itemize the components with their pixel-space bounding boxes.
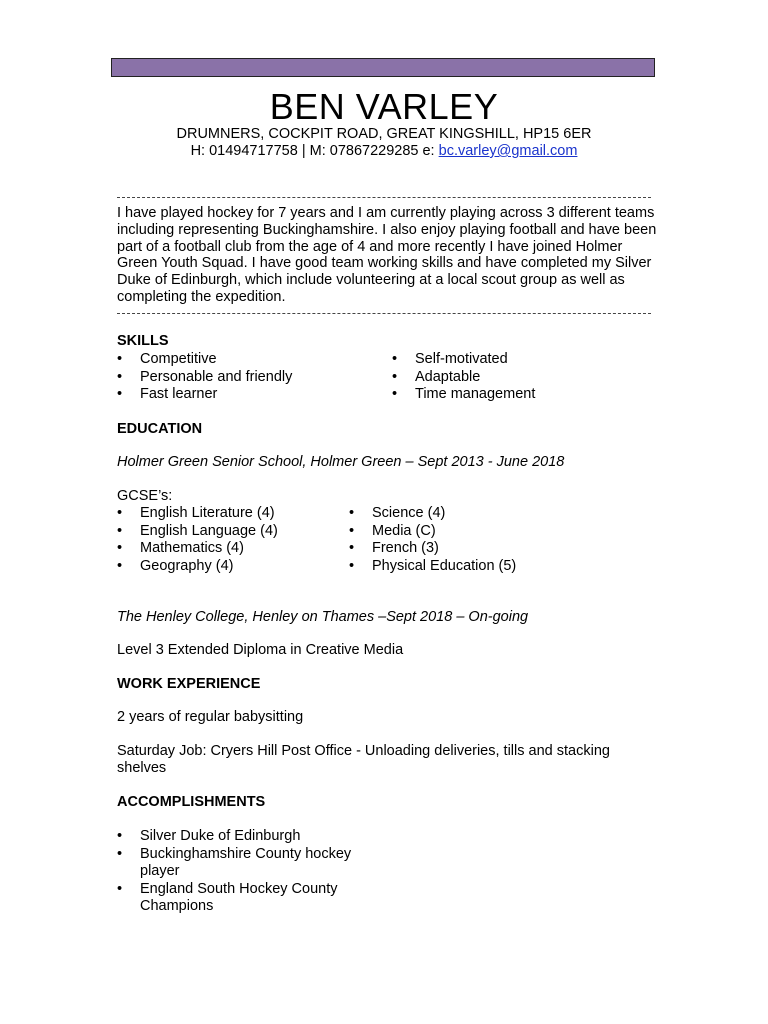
gcse-item: • Science (4) bbox=[349, 505, 516, 523]
skill-item: • Time management bbox=[392, 386, 535, 404]
phone-numbers: H: 01494717758 | M: 07867229285 e: bbox=[190, 143, 439, 159]
skills-heading: SKILLS bbox=[117, 333, 169, 349]
header-accent-bar bbox=[111, 58, 655, 77]
gcse-item: • Physical Education (5) bbox=[349, 558, 516, 576]
education-heading: EDUCATION bbox=[117, 421, 203, 437]
email-link[interactable]: bc.varley@gmail.com bbox=[438, 143, 578, 159]
skill-item: • Competitive bbox=[117, 351, 292, 369]
address-line: DRUMNERS, COCKPIT ROAD, GREAT KINGSHILL, HP15 6ER bbox=[176, 126, 592, 142]
gcse-item: • English Language (4) bbox=[117, 523, 278, 541]
skill-item: • Adaptable bbox=[392, 369, 535, 387]
gcse-list-left bbox=[117, 505, 278, 575]
accomplishment-item: • England South Hockey County Champions bbox=[117, 881, 377, 916]
college-line: The Henley College, Henley on Thames –Sept 2018 – On-going bbox=[117, 609, 529, 625]
accomplishments-list bbox=[117, 828, 377, 916]
gcse-item: • English Literature (4) bbox=[117, 505, 278, 523]
summary-divider-bottom bbox=[117, 313, 651, 314]
personal-summary: I have played hockey for 7 years and I am currently playing across 3 different teams including representing Buckinghamshire. I also enjoy playing football and have been part of a football club from the age of 4 and more recently I have joined Holmer Green Youth Squad. I have good team working skills and have completed my Silver Duke of Edinburgh, which include volunteering at a local scout group as well as completing the expedition. bbox=[117, 205, 657, 305]
skills-list-left bbox=[117, 351, 292, 404]
gcse-item: • Geography (4) bbox=[117, 558, 278, 576]
school-line: Holmer Green Senior School, Holmer Green – Sept 2013 - June 2018 bbox=[117, 454, 565, 470]
work-item-babysitting: 2 years of regular babysitting bbox=[117, 709, 304, 725]
work-experience-heading: WORK EXPERIENCE bbox=[117, 676, 261, 692]
skill-item: • Fast learner bbox=[117, 386, 292, 404]
skills-list-right bbox=[392, 351, 535, 404]
work-item-saturday-job: Saturday Job: Cryers Hill Post Office - Unloading deliveries, tills and stacking shelves bbox=[117, 743, 610, 776]
accomplishment-item: • Buckinghamshire County hockey player bbox=[117, 846, 377, 881]
skill-item: • Personable and friendly bbox=[117, 369, 292, 387]
accomplishment-item: • Silver Duke of Edinburgh bbox=[117, 828, 377, 846]
gcse-item: • Media (C) bbox=[349, 523, 516, 541]
summary-divider-top bbox=[117, 197, 651, 198]
gcse-list-right bbox=[349, 505, 516, 575]
gcse-item: • French (3) bbox=[349, 540, 516, 558]
candidate-name: BEN VARLEY bbox=[269, 86, 499, 127]
diploma-line: Level 3 Extended Diploma in Creative Media bbox=[117, 642, 404, 658]
skill-item: • Self-motivated bbox=[392, 351, 535, 369]
contact-line bbox=[0, 143, 768, 160]
accomplishments-heading: ACCOMPLISHMENTS bbox=[117, 794, 266, 810]
gcse-label: GCSE’s: bbox=[117, 488, 173, 504]
gcse-item: • Mathematics (4) bbox=[117, 540, 278, 558]
